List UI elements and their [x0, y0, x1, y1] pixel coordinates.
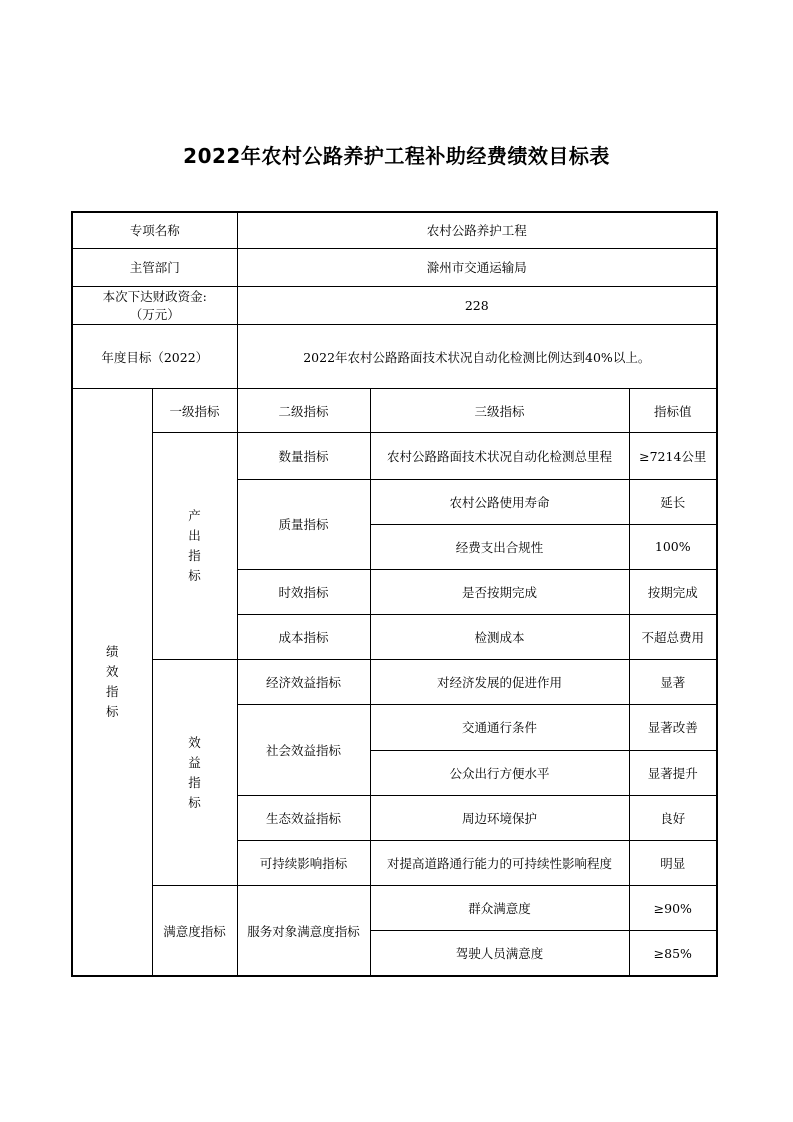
perf-indicator-label: 绩效指标	[72, 389, 152, 976]
level2-cell: 时效指标	[237, 569, 370, 614]
funds-label-line2: （万元）	[129, 307, 180, 323]
level3-cell: 是否按期完成	[370, 569, 629, 614]
col-level3-header: 三级指标	[370, 389, 629, 433]
value-cell: 显著提升	[629, 750, 717, 795]
level2-cell: 服务对象满意度指标	[237, 886, 370, 976]
value-cell: ≥7214公里	[629, 433, 717, 479]
level3-cell: 农村公路路面技术状况自动化检测总里程	[370, 433, 629, 479]
table-row	[72, 886, 717, 931]
level3-cell: 周边环境保护	[370, 795, 629, 840]
value-cell: 不超总费用	[629, 615, 717, 660]
dept-value: 滁州市交通运输局	[237, 248, 717, 286]
funds-label-line1: 本次下达财政资金:	[102, 289, 207, 305]
table-row	[72, 660, 717, 705]
value-cell: 良好	[629, 795, 717, 840]
level3-cell: 群众满意度	[370, 886, 629, 931]
level3-cell: 交通通行条件	[370, 705, 629, 750]
level2-cell: 成本指标	[237, 615, 370, 660]
table-row	[72, 433, 717, 479]
page-title: 2022年农村公路养护工程补助经费绩效目标表	[183, 144, 610, 168]
level2-cell: 数量指标	[237, 433, 370, 479]
level3-cell: 检测成本	[370, 615, 629, 660]
level3-cell: 农村公路使用寿命	[370, 479, 629, 524]
group-output: 产出指标	[152, 433, 237, 660]
group-benefit: 效益指标	[152, 660, 237, 886]
col-level2-header: 二级指标	[237, 389, 370, 433]
group-satisfaction: 满意度指标	[152, 886, 237, 976]
value-cell: 100%	[629, 524, 717, 569]
project-name-value: 农村公路养护工程	[237, 212, 717, 248]
annual-goal-label: 年度目标（2022）	[72, 324, 237, 388]
level2-cell: 社会效益指标	[237, 705, 370, 795]
funds-value: 228	[237, 286, 717, 324]
level3-cell: 驾驶人员满意度	[370, 931, 629, 976]
value-cell: 按期完成	[629, 569, 717, 614]
col-value-header: 指标值	[629, 389, 717, 433]
column-header-row	[72, 389, 717, 433]
dept-label: 主管部门	[72, 248, 237, 286]
col-level1-header: 一级指标	[152, 389, 237, 433]
level2-cell: 可持续影响指标	[237, 840, 370, 885]
project-name-label: 专项名称	[72, 212, 237, 248]
value-cell: 显著改善	[629, 705, 717, 750]
value-cell: 明显	[629, 840, 717, 885]
table-row	[72, 324, 717, 388]
value-cell: 显著	[629, 660, 717, 705]
value-cell: ≥85%	[629, 931, 717, 976]
level2-cell: 质量指标	[237, 479, 370, 569]
funds-label	[72, 286, 237, 324]
value-cell: ≥90%	[629, 886, 717, 931]
level3-cell: 对提高道路通行能力的可持续性影响程度	[370, 840, 629, 885]
table-row	[72, 248, 717, 286]
level3-cell: 经费支出合规性	[370, 524, 629, 569]
value-cell: 延长	[629, 479, 717, 524]
level3-cell: 公众出行方便水平	[370, 750, 629, 795]
table-row	[72, 286, 717, 324]
level2-cell: 生态效益指标	[237, 795, 370, 840]
annual-goal-value: 2022年农村公路路面技术状况自动化检测比例达到40%以上。	[237, 324, 717, 388]
level3-cell: 对经济发展的促进作用	[370, 660, 629, 705]
performance-table	[71, 211, 718, 977]
table-row	[72, 212, 717, 248]
level2-cell: 经济效益指标	[237, 660, 370, 705]
